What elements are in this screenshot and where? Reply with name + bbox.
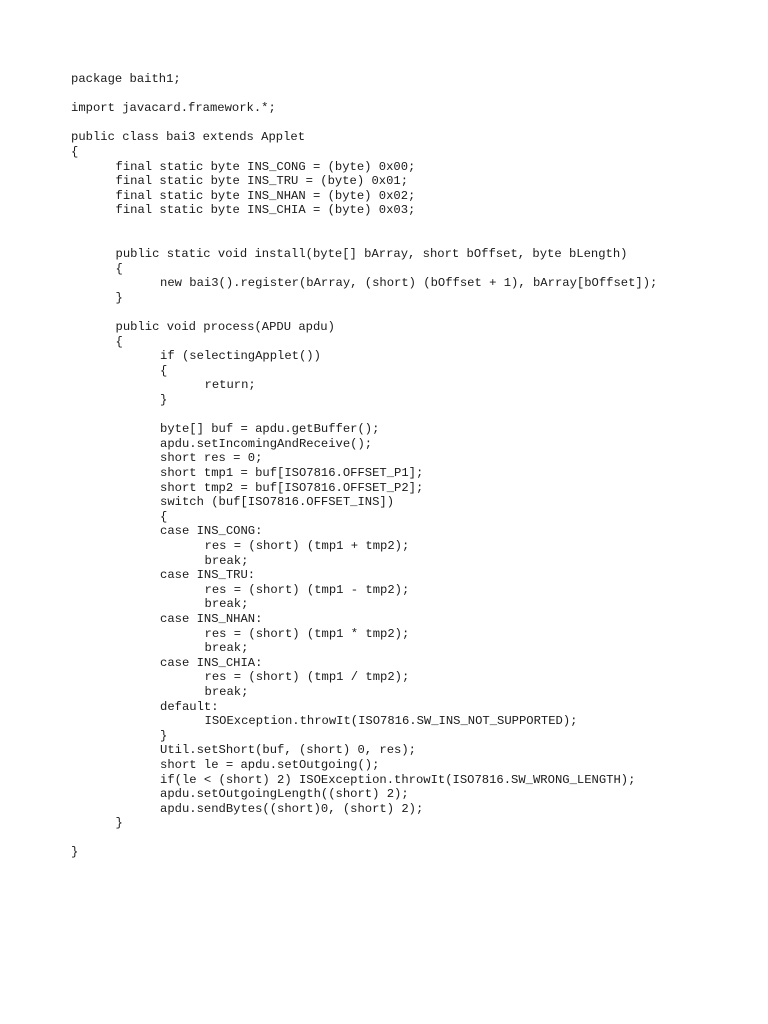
code-line: break; [204, 641, 249, 656]
code-line: break; [204, 553, 249, 568]
code-line: new bai3().register(bArray, (short) (bOffset + 1), bArray[bOffset]); [160, 276, 658, 291]
code-line-blank [71, 87, 751, 102]
code-line: } [71, 845, 79, 860]
code-line-blank [71, 116, 751, 131]
code-line: } [115, 290, 123, 305]
code-line-blank [71, 831, 751, 846]
code-line: case INS_CHIA: [160, 655, 263, 670]
code-line-blank [71, 306, 751, 321]
code-line: { [160, 509, 168, 524]
code-line: res = (short) (tmp1 * tmp2); [204, 626, 410, 641]
code-line: if(le < (short) 2) ISOException.throwIt(ISO7816.SW_WRONG_LENGTH); [160, 772, 636, 787]
code-line: break; [204, 597, 249, 612]
code-line: final static byte INS_CONG = (byte) 0x00; [115, 159, 416, 174]
code-line: final static byte INS_CHIA = (byte) 0x03; [115, 203, 416, 218]
code-line: { [115, 261, 123, 276]
code-line: short res = 0; [160, 451, 263, 466]
code-line: } [115, 816, 123, 831]
code-line: final static byte INS_NHAN = (byte) 0x02; [115, 188, 416, 203]
code-line: short tmp2 = buf[ISO7816.OFFSET_P2]; [160, 480, 424, 495]
code-line: byte[] buf = apdu.getBuffer(); [160, 422, 380, 437]
code-line: import javacard.framework.*; [71, 101, 276, 116]
code-line: public class bai3 extends Applet [71, 130, 306, 145]
code-line: default: [160, 699, 219, 714]
code-line: apdu.sendBytes((short)0, (short) 2); [160, 801, 424, 816]
code-line-blank [71, 408, 751, 423]
code-line: return; [204, 378, 256, 393]
code-line: if (selectingApplet()) [160, 349, 321, 364]
code-line: final static byte INS_TRU = (byte) 0x01; [115, 174, 409, 189]
code-line: case INS_TRU: [160, 568, 256, 583]
code-line: apdu.setOutgoingLength((short) 2); [160, 787, 409, 802]
code-line: short tmp1 = buf[ISO7816.OFFSET_P1]; [160, 466, 424, 481]
code-line: { [160, 363, 168, 378]
code-line: { [115, 334, 123, 349]
code-line: } [160, 393, 168, 408]
code-line-blank [71, 218, 751, 233]
code-line: case INS_CONG: [160, 524, 263, 539]
code-listing [71, 72, 751, 860]
code-line: package baith1; [71, 72, 181, 86]
code-line: ISOException.throwIt(ISO7816.SW_INS_NOT_SUPPORTED); [204, 714, 578, 729]
code-line: res = (short) (tmp1 / tmp2); [204, 670, 410, 685]
code-line: { [71, 144, 79, 159]
code-line: public static void install(byte[] bArray, short bOffset, byte bLength) [115, 247, 628, 262]
code-line-blank [71, 233, 751, 248]
code-line: apdu.setIncomingAndReceive(); [160, 436, 373, 451]
code-line: Util.setShort(buf, (short) 0, res); [160, 743, 416, 758]
code-line: break; [204, 684, 249, 699]
code-line: case INS_NHAN: [160, 611, 263, 626]
code-line: } [160, 728, 168, 743]
code-line: public void process(APDU apdu) [115, 320, 335, 335]
code-line: switch (buf[ISO7816.OFFSET_INS]) [160, 495, 395, 510]
code-line: res = (short) (tmp1 + tmp2); [204, 539, 410, 553]
code-line: short le = apdu.setOutgoing(); [160, 757, 380, 772]
code-line: res = (short) (tmp1 - tmp2); [204, 582, 410, 597]
